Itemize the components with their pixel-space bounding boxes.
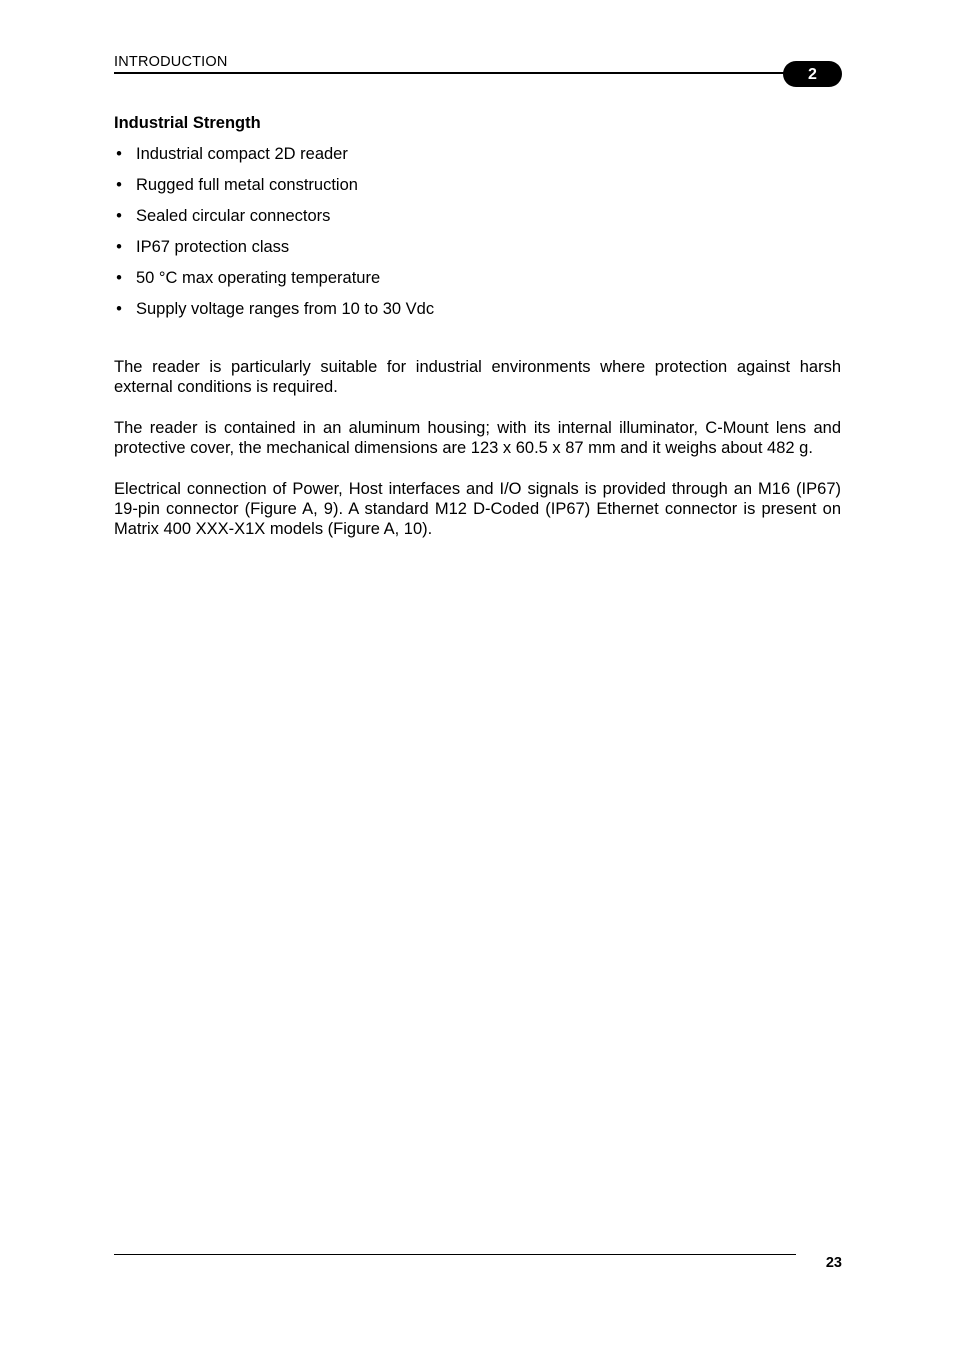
section-heading: Industrial Strength <box>114 114 261 132</box>
body-paragraph: Electrical connection of Power, Host interfaces and I/O signals is provided through an M16 (IP67) 19-pin connector (Figure A, 9). A standard M12 D-Coded (IP67) Ethernet connector is present on Matrix 400 XXX-X1X models (Figure A, 10). <box>114 480 841 538</box>
running-header: INTRODUCTION <box>114 54 228 70</box>
list-item-text: Supply voltage ranges from 10 to 30 Vdc <box>136 300 435 318</box>
list-item <box>114 206 841 226</box>
bullet-icon: • <box>116 207 122 225</box>
list-item-text: Industrial compact 2D reader <box>136 145 348 163</box>
bullet-icon: • <box>116 238 122 256</box>
list-item <box>114 237 841 257</box>
body-paragraph: The reader is particularly suitable for industrial environments where protection against harsh external conditions is required. <box>114 358 841 396</box>
header-divider <box>114 72 814 74</box>
feature-list <box>114 144 841 319</box>
chapter-number-badge: 2 <box>783 61 842 87</box>
list-item-text: 50 °C max operating temperature <box>136 269 381 287</box>
bullet-icon: • <box>116 145 122 163</box>
list-item <box>114 175 841 195</box>
bullet-icon: • <box>116 300 122 318</box>
list-item-text: Rugged full metal construction <box>136 176 358 194</box>
body-paragraph: The reader is contained in an aluminum housing; with its internal illuminator, C-Mount lens and protective cover, the mechanical dimensions are 123 x 60.5 x 87 mm and it weighs about 482 g. <box>114 419 841 457</box>
bullet-icon: • <box>116 176 122 194</box>
list-item <box>114 299 841 319</box>
footer-divider <box>114 1254 796 1255</box>
list-item <box>114 144 841 164</box>
list-item <box>114 268 841 288</box>
bullet-icon: • <box>116 269 122 287</box>
list-item-text: IP67 protection class <box>136 238 290 256</box>
page-content <box>114 113 841 539</box>
list-item-text: Sealed circular connectors <box>136 207 331 225</box>
page-number: 23 <box>825 1255 842 1271</box>
